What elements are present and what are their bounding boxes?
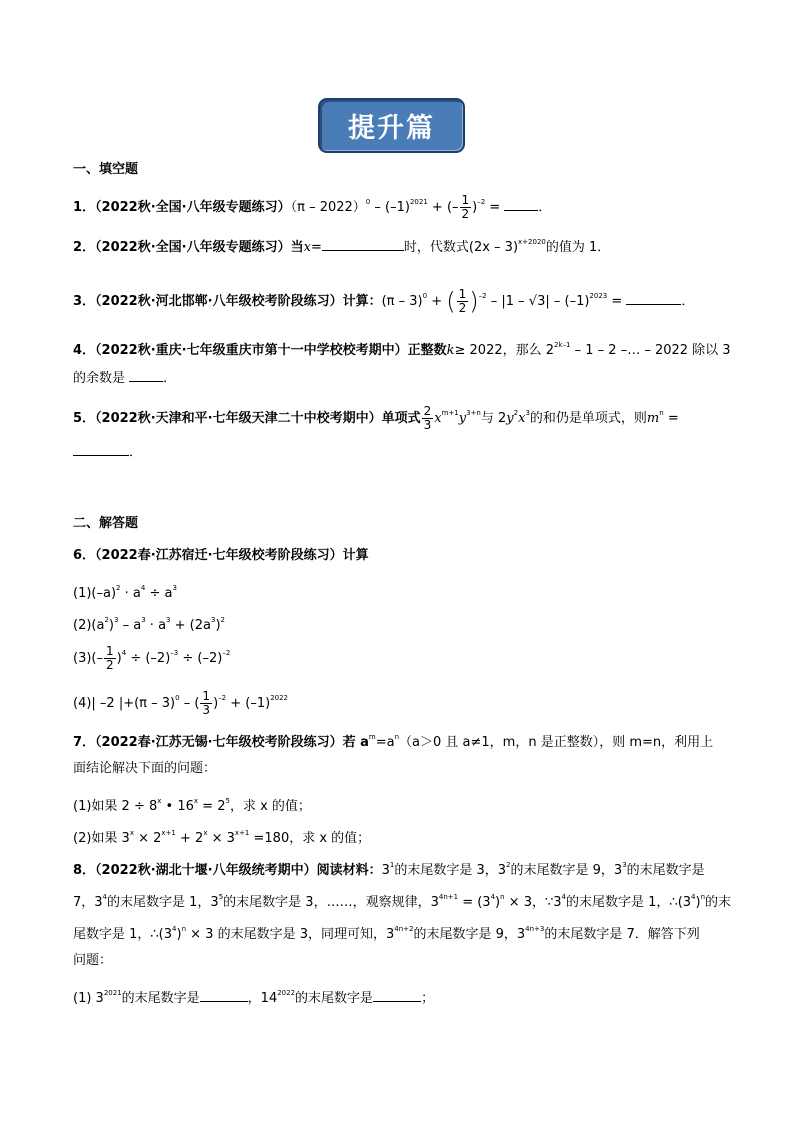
question-7: 7．（2022春·江苏无锡·七年级校考阶段练习）若 $a^m=a^n(a>0$ 且 a≠1，m，n 是正整数），则 m=n，利用上	[73, 733, 714, 750]
fraction: $\frac{2}{3}$	[423, 404, 432, 432]
answer-blank[interactable]	[504, 198, 538, 211]
question-8: 8．（2022秋·湖北十堰·八年级统考期中）阅读材料：$3^1$的末尾数字是 3，$3^2$的末尾数字是 9，$3^3$的末尾数字是	[73, 861, 705, 878]
title-banner	[318, 98, 465, 153]
question-1: 1．（2022秋·全国·八年级专题练习）$(\pi - 2022)^0 - (-1)^{2021}$ + (– $\frac{1}{2}$ )$^{-2}$ = ．	[73, 193, 552, 221]
section-heading-fill-blank: 一、填空题	[73, 162, 139, 177]
fraction: $\frac{1}{2}$	[461, 193, 470, 221]
page-title: 提升篇	[348, 113, 435, 144]
question-6-part-4: (4)| –2 |+(π – 3)$^0$ – ( $\frac{1}{3}$ )$^{-2} + (-1)^{2022}$	[73, 689, 289, 717]
fraction: $\frac{1}{2}$	[106, 644, 114, 672]
question-4-line-2: 的余数是 ．	[73, 371, 177, 386]
answer-blank[interactable]	[129, 369, 163, 382]
question-6-part-1: $(1)(-a)^2 \cdot a^4 \div a^3$	[73, 584, 177, 601]
question-3: 3．（2022秋·河北邯郸·八年级校考阶段练习）计算：(π – 3)$^0$ + ( $\frac{1}{2}$ )$^{-2} - |1 - √3| - (-1)^{2023}$ = ．	[73, 287, 695, 316]
answer-blank[interactable]	[200, 989, 248, 1002]
question-6: 6．（2022春·江苏宿迁·七年级校考阶段练习）计算	[73, 548, 369, 563]
question-7-line-2: 面结论解决下面的问题：	[73, 761, 217, 776]
question-2: 2．（2022秋·全国·八年级专题练习）当x= 时，代数式(2x – 3)$^{x+2020}$的值为 1．	[73, 238, 611, 255]
question-7-part-2: (2)如果 $3^x \times 2^{x+1} + 2^x \times 3^{x+1} =180$，求 x 的值；	[73, 829, 371, 846]
answer-blank[interactable]	[626, 292, 681, 305]
section-heading-solve: 二、解答题	[73, 516, 139, 531]
answer-blank[interactable]	[73, 443, 129, 456]
question-4: 4．（2022秋·重庆·七年级重庆市第十一中学校校考期中）正整数k≥ 2022，那么 $2^{2k-1} - 1 - 2$ –… – 2022 除以 3	[73, 341, 731, 358]
answer-blank[interactable]	[322, 238, 404, 251]
fraction: $\frac{1}{3}$	[202, 689, 211, 717]
question-5: 5．（2022秋·天津和平·七年级天津二十中校考期中）单项式 $\frac{2}{3}$ $x^{m+1}y^{3+n}$与 $2y^2x^3$的和仍是单项式，则$m^n$ =	[73, 404, 679, 432]
question-8-line-2: 7，$3^4$的末尾数字是 1，$3^5$的末尾数字是 3，……，观察规律，$3^{4n+1} = (3^4)^n \times 3$，$\because 3^4$的末尾数字是 1，$\therefore(3^4)^n$的末	[73, 893, 732, 910]
question-8-part-1: (1) $3^{2021}$的末尾数字是 ，$14^{2022}$的末尾数字是 ；	[73, 989, 435, 1006]
answer-blank[interactable]	[373, 989, 421, 1002]
fraction: $\frac{1}{2}$	[458, 287, 467, 315]
question-5-line-2: ．	[73, 443, 142, 462]
question-7-part-1: (1)如果 $2 \div 8^x$ • $16^x = 2^5$，求 x 的值；	[73, 797, 311, 814]
question-8-line-4: 问题：	[73, 953, 113, 968]
question-6-part-2: $(2)(a^2)^3 - a^3 \cdot a^3 + (2a^3)^2$	[73, 616, 225, 633]
question-8-line-3: 尾数字是 1，$\therefore(3^4)^n \times 3$ 的末尾数字是 3，同理可知，$3^{4n+2}$的末尾数字是 9，$3^{4n+3}$的末尾数字是 7．解答下列	[73, 925, 700, 942]
question-6-part-3: (3)(– $\frac{1}{2}$ )$^4 \div (-2)^{-3} \div (-2)^{-2}$	[73, 644, 231, 672]
